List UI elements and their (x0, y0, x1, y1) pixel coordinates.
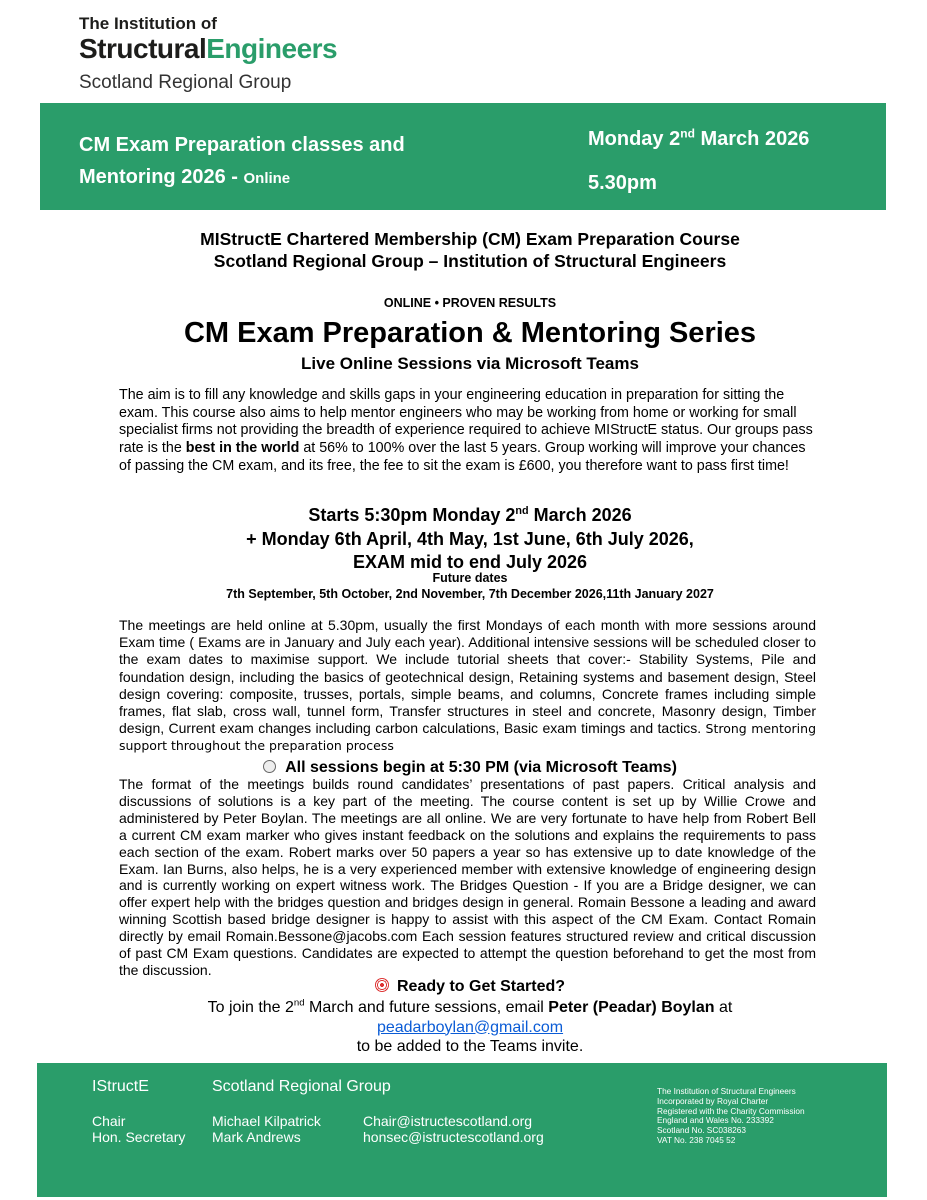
footer-group: Scotland Regional Group (212, 1078, 391, 1095)
footer-istructe: IStructE (92, 1078, 149, 1095)
sessions-note-text: All sessions begin at 5:30 PM (via Microsoft Teams) (285, 759, 677, 776)
footer-roles (92, 1113, 185, 1145)
banner-title (79, 129, 499, 195)
aim-text-after: at 56% to 100% over the last 5 years. Group working will improve your chances of passing the CM exam, and its free, the fee to sit the exam is £600, you therefore want to pass first time! (119, 440, 806, 474)
sessions-note (60, 759, 880, 777)
start-line3: EXAM mid to end July 2026 (352, 552, 588, 572)
start-line1 (60, 504, 880, 528)
banner-title-online: Online (243, 170, 291, 187)
start-line1-post: March 2026 (528, 505, 632, 525)
future-dates (60, 570, 880, 602)
logo-line1: The Institution of (79, 14, 217, 33)
target-icon (375, 978, 389, 992)
ready-heading (60, 978, 880, 996)
email-link[interactable]: peadarboylan@gmail.com (376, 1018, 564, 1036)
course-heading-line2: Scotland Regional Group – Institution of Structural Engineers (213, 251, 727, 271)
footer-role: Hon. Secretary (92, 1129, 186, 1145)
footer-legal (657, 1087, 805, 1146)
footer-email[interactable]: honsec@istructescotland.org (363, 1129, 544, 1145)
course-heading-line1: MIStructE Chartered Membership (CM) Exam Preparation Course (200, 229, 740, 249)
clock-icon (263, 760, 276, 773)
banner-title-line1: CM Exam Preparation classes and (79, 134, 405, 156)
format-paragraph: The format of the meetings builds round candidates’ presentations of past papers. Critical analysis and discussions of solutions is a key part of the meeting. The course content is set up by Willie Crowe and administered by Peter Boylan. The meetings are all online. We are very fortunate to have help from Robert Bell a current CM exam marker who gives instant feedback on the solutions and explains the requirements to pass each section of the exam. Robert marks over 50 papers a year so has extensive up to date knowledge of the Exam. Ian Burns, also helps, he is a very experienced member with extensive knowledge of engineering design and is currently working on expert witness work. The Bridges Question - If you are a Bridge designer, we can offer expert help with the bridges question and bridges design in general. Romain Bessone a leading and award winning Scottish based bridge designer is happy to assist with this aspect of the CM Exam. Contact Romain directly by email Romain.Bessone@jacobs.com Each session features structured review and critical discussion of past CM Exam questions. Candidates are expected to attempt the question beforehand to get the most from the discussion. (119, 776, 816, 978)
banner-date-pre: Monday 2 (588, 128, 681, 150)
banner-date-post: March 2026 (694, 128, 810, 150)
footer-name: Michael Kilpatrick (212, 1113, 321, 1129)
join-at: at (714, 999, 733, 1016)
banner-time: 5.30pm (588, 172, 657, 194)
istructe-logo (79, 14, 337, 96)
banner-date-sup: nd (680, 126, 695, 141)
join-sup: nd (293, 997, 305, 1009)
meetings-tail: Strong mentoring support throughout the preparation process (119, 721, 816, 754)
footer-email[interactable]: Chair@istructescotland.org (363, 1113, 533, 1129)
logo-engineers: Engineers (206, 33, 338, 64)
join-added: to be added to the Teams invite. (356, 1038, 584, 1055)
footer-role: Chair (92, 1113, 126, 1129)
join-line1 (60, 998, 880, 1018)
footer-legal-line: The Institution of Structural Engineers (657, 1086, 796, 1096)
future-dates-label: Future dates (432, 571, 508, 585)
aim-paragraph (119, 387, 816, 476)
join-pre: To join the 2 (207, 999, 294, 1016)
start-dates (60, 504, 880, 575)
start-line1-pre: Starts 5:30pm Monday 2 (308, 505, 516, 525)
footer-emails (363, 1113, 544, 1145)
subtitle: Live Online Sessions via Microsoft Teams (301, 354, 639, 373)
banner-date (588, 123, 809, 200)
join-mid: March and future sessions, email (304, 999, 549, 1016)
banner-title-line2 (79, 161, 499, 195)
footer-legal-line: Registered with the Charity Commission (657, 1105, 805, 1116)
footer-legal-line: VAT No. 238 7045 52 (657, 1134, 736, 1145)
banner-title-mentoring: Mentoring 2026 - (79, 166, 244, 188)
footer (37, 1063, 887, 1197)
meetings-text: The meetings are held online at 5.30pm, usually the first Mondays of each month with more sessions around Exam time ( Exams are in January and July each year). Additional intensive sessions will be scheduled closer to the exam dates to maximise support. We include tutorial sheets that cover:- Stability Systems, Pile and foundation design, including the basics of geotechnical design, Retaining systems and basement design, Steel design covering: composite, trusses, portals, simple beams, and columns, Concrete frames including simple frames, flat slab, cross wall, tunnel form, Transfer structures in steel and concrete, Masonry design, Timber design, Current exam changes including carbon calculations, Basic exam timings and tactics. (119, 617, 816, 737)
course-heading (60, 228, 880, 272)
start-line2: + Monday 6th April, 4th May, 1st June, 6th July 2026, (246, 528, 694, 549)
meetings-paragraph (119, 617, 816, 755)
logo-structural: Structural (79, 33, 207, 64)
future-dates-list: 7th September, 5th October, 2nd November, 7th December 2026,11th January 2027 (226, 587, 714, 601)
footer-legal-line: Incorporated by Royal Charter (657, 1095, 769, 1106)
banner-date-line (588, 123, 809, 156)
tagline: ONLINE • PROVEN RESULTS (383, 296, 557, 310)
footer-legal-line: England and Wales No. 233392 (657, 1115, 774, 1126)
main-title: CM Exam Preparation & Mentoring Series (183, 317, 757, 349)
join-instructions (60, 998, 880, 1057)
aim-text-before: The aim is to fill any knowledge and skills gaps in your engineering education in preparation for sitting the exam. This course also aims to help mentor engineers who may be working from home or working for small specialist firms not providing the breadth of experience required to achieve MIStructE status. Our groups pass rate is the (119, 387, 813, 457)
join-contact-name: Peter (Peadar) Boylan (548, 999, 715, 1016)
header-banner (40, 103, 886, 210)
logo-wordmark (79, 34, 337, 64)
footer-name: Mark Andrews (212, 1129, 301, 1145)
logo-group: Scotland Regional Group (79, 72, 292, 93)
start-line1-sup: nd (515, 505, 529, 517)
footer-names (212, 1113, 321, 1145)
aim-text-bold: best in the world (185, 440, 300, 457)
footer-legal-line: Scotland No. SC038263 (657, 1125, 747, 1136)
ready-title: Ready to Get Started? (396, 978, 566, 995)
